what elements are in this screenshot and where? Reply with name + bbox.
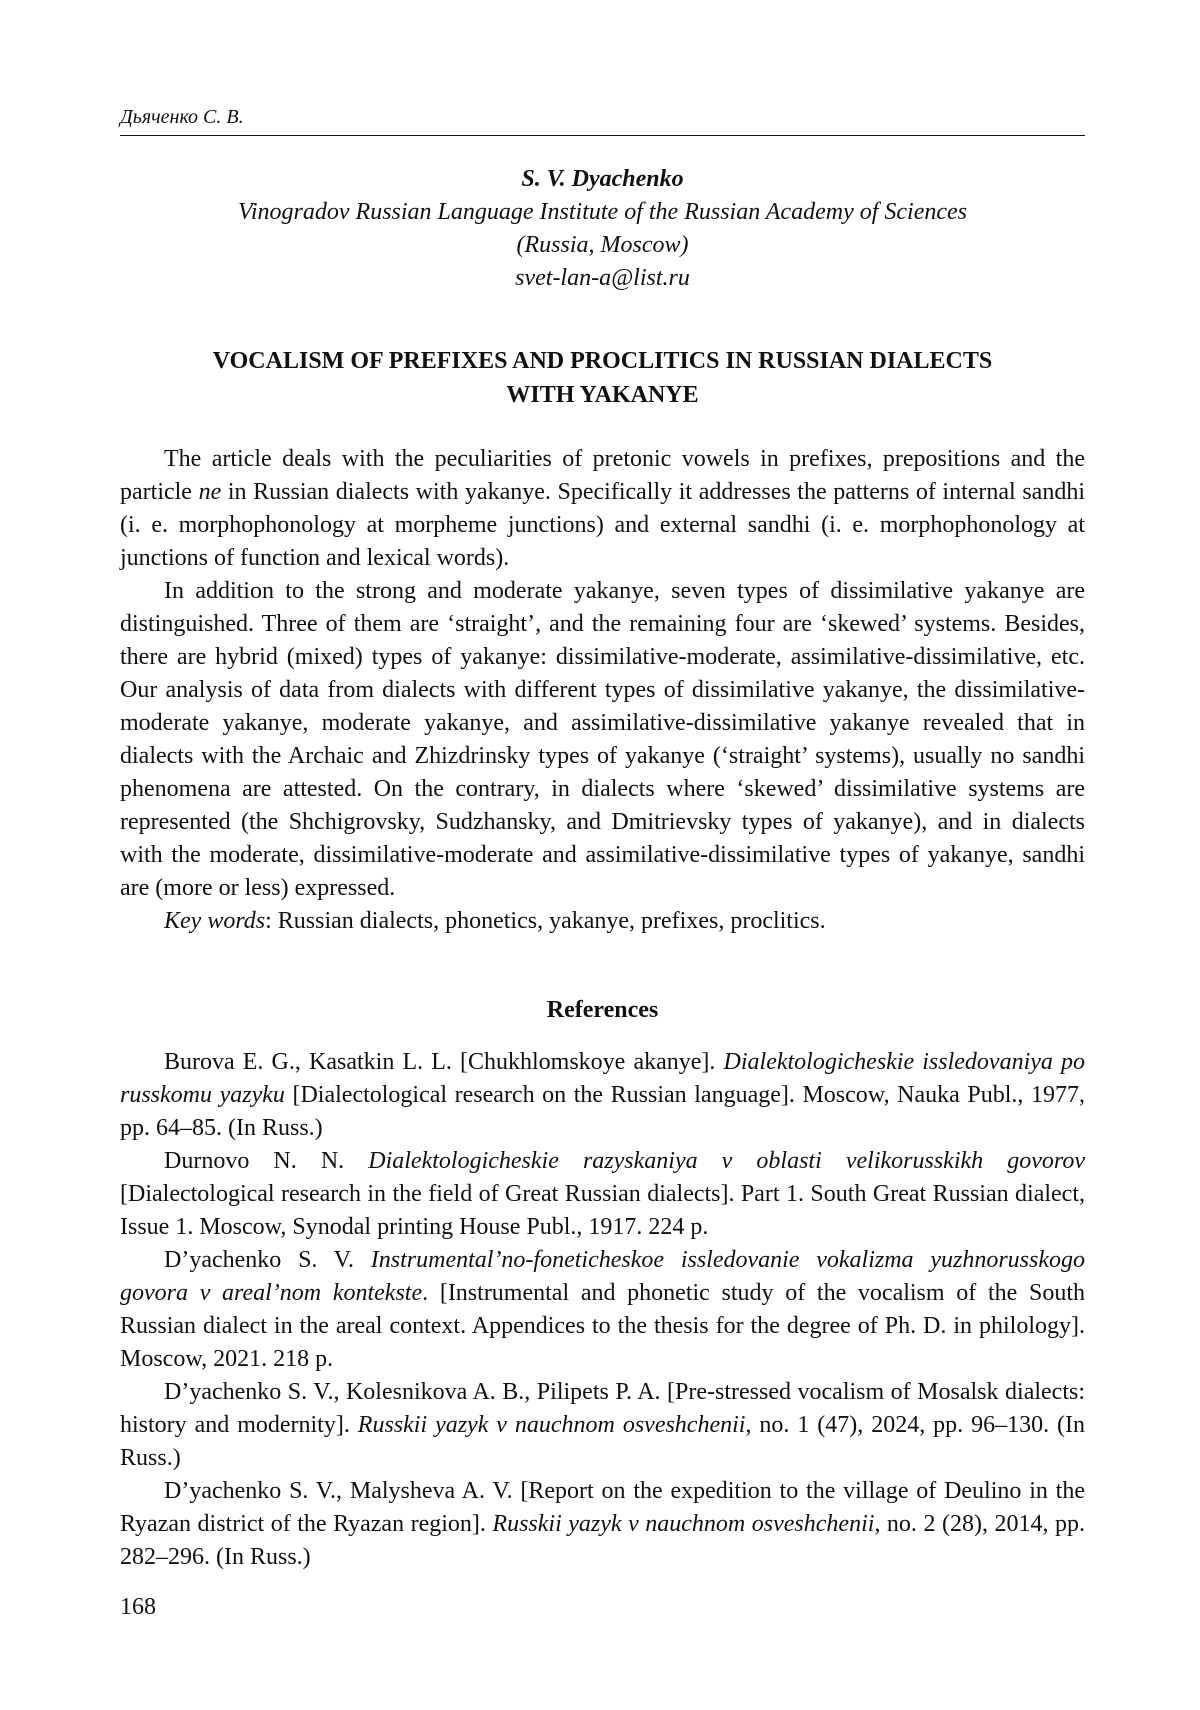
title-line-2: WITH YAKANYE (506, 382, 699, 408)
author-block (120, 163, 1085, 295)
author-email[interactable]: svet-lan-a@list.ru (515, 265, 690, 291)
abstract (120, 443, 1085, 938)
author-institution: Vinogradov Russian Language Institute of the Russian Academy of Sciences (238, 199, 967, 225)
reference-authors: Durnovo N. N. (164, 1148, 369, 1174)
reference-authors: D’yachenko S. V. (164, 1247, 371, 1273)
reference-italic-title: Dialektologicheskie issledovaniya po russkomu yazyku (120, 1049, 1086, 1108)
abstract-p1-start: The article deals with the peculiarities of pretonic vowels in prefixes, prepositions and the particle (120, 446, 1085, 505)
abstract-p1-end: in Russian dialects with yakanye. Specifically it addresses the patterns of internal sandhi (i. e. morphophonology at morpheme junctions) and external sandhi (i. e. morphophonology at junctions of function and lexical words). (120, 479, 1086, 571)
references-list (120, 1046, 1085, 1574)
reference-item (120, 1244, 1085, 1376)
reference-item (120, 1046, 1085, 1145)
particle-ne: ne (198, 479, 222, 505)
reference-details: [Dialectological research in the field of Great Russian dialects]. Part 1. South Great Russian dialect, Issue 1. Moscow, Synodal printing House Publ., 1917. 224 p. (120, 1181, 1085, 1240)
abstract-paragraph-2: In addition to the strong and moderate yakanye, seven types of dissimilative yakanye are distinguished. Three of them are ‘straight’, and the remaining four are ‘skewed’ systems. Besides, there are hybrid (mixed) types of yakanye: dissimilative-moderate, assimilative-dissimilative, etc. Our analysis of data from dialects with different types of dissimilative yakanye, the dissimilative-moderate yakanye, moderate yakanye, and assimilative-dissimilative yakanye revealed that in dialects with the Archaic and Zhizdrinsky types of yakanye (‘straight’ systems), usually no sandhi phenomena are attested. On the contrary, in dialects where ‘skewed’ dissimilative systems are represented (the Shchigrovsky, Sudzhansky, and Dmitrievsky types of yakanye), and in dialects with the moderate, dissimilative-moderate and assimilative-dissimilative types of yakanye, sandhi are (more or less) expressed. (120, 578, 1085, 901)
reference-italic-title: Russkii yazyk v nauchnom osveshchenii (357, 1412, 746, 1438)
reference-authors: D’yachenko S. V., Malysheva A. V. [Report on the expedition to the village of Deulino in the Ryazan district of the Ryazan region]. (120, 1478, 1085, 1537)
reference-item (120, 1475, 1085, 1574)
author-location: (Russia, Moscow) (516, 232, 689, 258)
page-number: 168 (120, 1594, 156, 1620)
reference-item (120, 1145, 1085, 1244)
title-line-1: VOCALISM OF PREFIXES AND PROCLITICS IN RUSSIAN DIALECTS (212, 348, 993, 374)
running-head: Дьяченко С. В. (120, 106, 244, 128)
reference-item (120, 1376, 1085, 1475)
keywords-list: : Russian dialects, phonetics, yakanye, prefixes, proclitics. (265, 908, 826, 934)
author-name: S. V. Dyachenko (521, 166, 684, 192)
article-title (120, 344, 1085, 412)
keywords-label: Key words (164, 908, 266, 934)
keywords (120, 905, 1085, 938)
abstract-paragraph-1 (120, 443, 1085, 575)
reference-details: , no. 2 (28), 2014, pp. 282–296. (In Russ.) (120, 1511, 1086, 1570)
reference-details: . [Instrumental and phonetic study of the vocalism of the South Russian dialect in the areal context. Appendices to the thesis for the degree of Ph. D. in philology]. Moscow, 2021. 218 p. (120, 1280, 1085, 1372)
references-heading: References (546, 997, 659, 1023)
header-rule (120, 135, 1085, 136)
reference-details: , no. 1 (47), 2024, pp. 96–130. (In Russ.) (120, 1412, 1086, 1471)
reference-italic-title: Russkii yazyk v nauchnom osveshchenii (492, 1511, 875, 1537)
reference-authors: Burova E. G., Kasatkin L. L. [Chukhlomskoye akanye]. (164, 1049, 724, 1075)
reference-italic-title: Dialektologicheskie razyskaniya v oblasti velikorusskikh govorov (368, 1148, 1085, 1174)
reference-authors: D’yachenko S. V., Kolesnikova A. B., Pilipets P. A. [Pre-stressed vocalism of Mosalsk dialects: history and modernity]. (120, 1379, 1085, 1438)
reference-italic-title: Instrumental’no-foneticheskoe issledovanie vokalizma yuzhnorusskogo govora v areal’nom kontekste (120, 1247, 1085, 1306)
reference-details: [Dialectological research on the Russian language]. Moscow, Nauka Publ., 1977, pp. 64–85. (In Russ.) (120, 1082, 1085, 1141)
